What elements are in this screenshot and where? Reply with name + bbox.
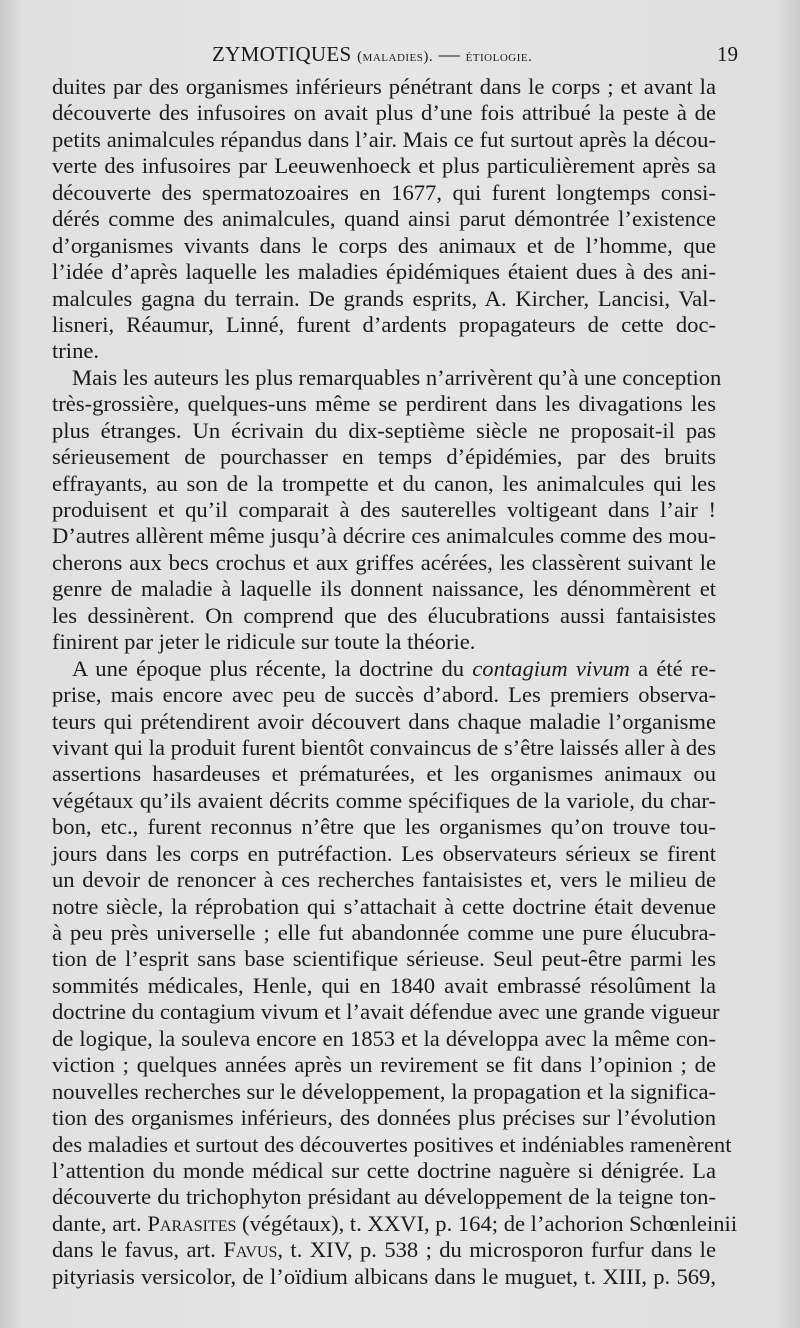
text-line [52, 656, 716, 682]
text-line [52, 576, 716, 602]
line-text-before: dans le favus, art. [52, 1237, 224, 1263]
text-line [52, 180, 716, 206]
text-line [52, 973, 716, 999]
text-line [52, 735, 716, 761]
line-text: les dessinèrent. On comprend que des élucubrations aussi fantaisistes [52, 602, 716, 628]
text-line [52, 418, 716, 444]
running-title-main: ZYMOTIQUES [212, 42, 352, 66]
line-text: découverte des infusoires on avait plus d’une fois attribué la peste à de [52, 100, 716, 126]
text-line [52, 920, 716, 946]
line-text-smallcaps: Favus [223, 1237, 278, 1263]
line-text: D’autres allèrent même jusqu’à décrire ces animalcules comme des mou- [52, 523, 716, 549]
text-line [52, 523, 716, 549]
line-text: malcules gagna du terrain. De grands esprits, A. Kircher, Lancisi, Val- [52, 285, 716, 311]
text-line [52, 444, 716, 470]
text-line [52, 100, 716, 126]
line-text: dérés comme des animalcules, quand ainsi parut démontrée l’existence [52, 206, 716, 232]
line-text: genre de maladie à laquelle ils donnent naissance, les dénommèrent et [52, 576, 716, 602]
line-text: lisneri, Réaumur, Linné, furent d’ardents propagateurs de cette doc- [52, 311, 716, 337]
line-text-italic: contagium vivum [472, 655, 630, 681]
line-text: tion des organismes inférieurs, des données plus précises sur l’évolution [52, 1105, 716, 1131]
line-text: notre siècle, la réprobation qui s’attachait à cette doctrine était devenue [52, 893, 716, 919]
page-number: 19 [717, 42, 738, 66]
text-line [52, 259, 716, 285]
text-line [52, 206, 716, 232]
text-line [52, 497, 716, 523]
running-title-dash: — [438, 42, 461, 66]
line-text: d’organismes vivants dans le corps des animaux et de l’homme, que [52, 232, 716, 258]
running-title-paren: (maladies). [357, 49, 434, 65]
line-text: Mais les auteurs les plus remarquables n’arrivèrent qu’à une conception [72, 364, 722, 390]
text-line [52, 1079, 716, 1105]
line-text: prise, mais encore avec peu de succès d’abord. Les premiers observa- [52, 682, 716, 708]
line-text: vivant qui la produit furent bientôt convaincus de s’être laissés aller à des [52, 734, 716, 760]
line-text: tion de l’esprit sans base scientifique sérieuse. Seul peut-être parmi les [52, 946, 716, 972]
text-line [52, 603, 716, 629]
text-line [52, 1158, 716, 1184]
text-line [52, 894, 716, 920]
line-text: trine. [52, 338, 100, 364]
line-text: des maladies et surtout des découvertes positives et indéniables ramenèrent [52, 1131, 732, 1157]
text-line [52, 709, 716, 735]
line-text: sérieusement de pourchasser en temps d’épidémies, par des bruits [52, 444, 716, 470]
line-text: découverte des spermatozoaires en 1677, qui furent longtemps consi- [52, 179, 716, 205]
line-text: duites par des organismes inférieurs pénétrant dans le corps ; et avant la [52, 74, 716, 99]
line-text-before: dante, art. [52, 1210, 148, 1236]
line-text: nouvelles recherches sur le développement, la propagation et la significa- [52, 1078, 716, 1104]
running-title-section: étiologie. [465, 49, 533, 65]
line-text: produisent et qu’il comparait à des sauterelles voltigeant dans l’air ! [52, 497, 716, 522]
line-text: de logique, la souleva encore en 1853 et la développa avec la même con- [52, 1025, 716, 1051]
text-line [52, 1210, 738, 1237]
body-text [52, 74, 738, 1290]
line-text-after: (végétaux), t. XXVI, p. 164; de l’achorion Schœnleinii [236, 1210, 738, 1236]
line-text: découverte du trichophyton présidant au développement de la teigne ton- [52, 1184, 716, 1210]
text-line [52, 761, 716, 787]
line-text: l’attention du monde médical sur cette doctrine naguère si dénigrée. La [52, 1157, 716, 1183]
line-text: végétaux qu’ils avaient décrits comme spécifiques de la variole, du char- [52, 787, 716, 813]
text-line [52, 127, 716, 153]
line-text: bon, etc., furent reconnus n’être que les organismes qu’on trouve tou- [52, 814, 716, 840]
text-line [52, 1237, 716, 1263]
line-text: effrayants, au son de la trompette et du canon, les animalcules qui les [52, 470, 716, 496]
line-text: verte des infusoires par Leeuwenhoeck et plus particulièrement après sa [52, 153, 716, 179]
line-text: viction ; quelques années après un revirement se fit dans l’opinion ; de [52, 1052, 716, 1078]
text-line [52, 841, 716, 867]
line-text: cherons aux becs crochus et aux griffes acérées, les classèrent suivant le [52, 549, 716, 575]
text-line [52, 74, 716, 100]
line-text: finirent par jeter le ridicule sur toute la théorie. [52, 629, 476, 655]
line-text: plus étranges. Un écrivain du dix-septième siècle ne proposait-il pas [52, 417, 716, 443]
text-line [52, 233, 716, 259]
text-line [52, 1105, 716, 1131]
text-line [52, 867, 716, 893]
text-line [52, 999, 720, 1025]
line-text: sommités médicales, Henle, qui en 1840 avait embrassé résolûment la [52, 972, 716, 998]
line-text-before: A une époque plus récente, la doctrine du [72, 655, 473, 681]
line-text: assertions hasardeuses et prématurées, et les organismes animaux ou [52, 761, 716, 787]
running-head [50, 40, 738, 70]
text-line [52, 364, 722, 391]
text-line [52, 1131, 732, 1158]
line-text: doctrine du contagium vivum et l’avait défendue avec une grande vigueur [52, 999, 720, 1025]
text-line [52, 1264, 716, 1290]
text-line [52, 1184, 716, 1210]
text-line [52, 788, 716, 814]
text-line [52, 814, 716, 840]
line-text-after: a été re- [629, 655, 717, 681]
text-line [52, 312, 716, 338]
line-text: teurs qui prétendirent avoir découvert dans chaque maladie l’organisme [52, 708, 716, 734]
line-text: l’idée d’après laquelle les maladies épidémiques étaient dues à des ani- [52, 259, 716, 285]
text-line [52, 286, 716, 312]
text-line [52, 682, 716, 708]
line-text: à peu près universelle ; elle fut abandonnée comme une pure élucubra- [52, 920, 716, 945]
line-text: très-grossière, quelques-uns même se perdirent dans les divagations les [52, 391, 716, 417]
text-line [52, 153, 716, 179]
text-line [52, 1026, 716, 1052]
text-line [52, 550, 716, 576]
text-line [52, 471, 716, 497]
text-line [52, 629, 716, 655]
line-text: un devoir de renoncer à ces recherches fantaisistes et, vers le milieu de [52, 867, 716, 893]
line-text: petits animalcules répandus dans l’air. Mais ce fut surtout après la décou- [52, 126, 716, 152]
text-line [52, 946, 716, 972]
text-line [52, 338, 716, 364]
line-text-smallcaps: Parasites [147, 1210, 237, 1236]
running-title [212, 42, 532, 67]
line-text-after: , t. XIV, p. 538 ; du microsporon furfur dans le [277, 1237, 716, 1263]
text-line [52, 391, 716, 417]
text-line [52, 1052, 716, 1078]
line-text: pityriasis versicolor, de l’oïdium albicans dans le muguet, t. XIII, p. 569, [52, 1263, 716, 1289]
line-text: jours dans les corps en putréfaction. Les observateurs sérieux se firent [52, 840, 716, 866]
